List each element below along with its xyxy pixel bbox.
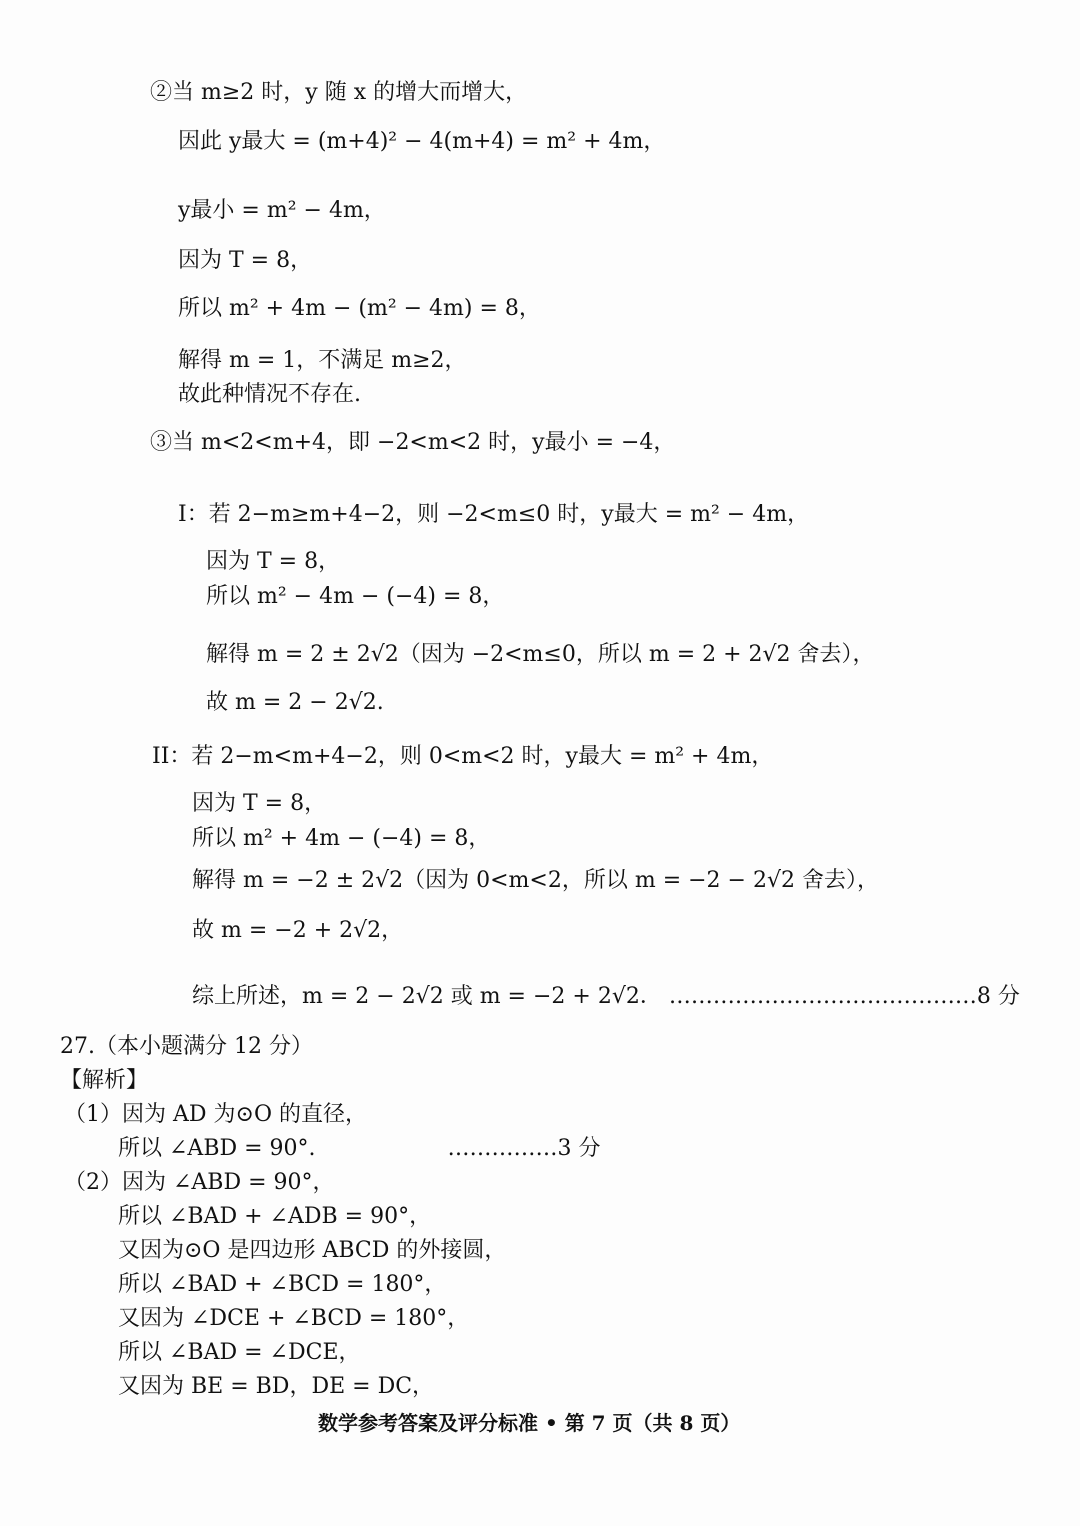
solution-line: 所以 ∠BAD + ∠BCD = 180°， bbox=[118, 1272, 447, 1297]
solution-line: 解得 m = −2 ± 2√2（因为 0<m<2，所以 m = −2 − 2√2 舍去）， bbox=[192, 868, 879, 893]
solution-line: ③当 m<2<m+4，即 −2<m<2 时，y最小 = −4， bbox=[150, 430, 676, 455]
solution-line: 所以 ∠BAD = ∠DCE， bbox=[118, 1340, 361, 1365]
solution-line: 因为 T = 8， bbox=[178, 248, 313, 273]
solution-line: 所以 ∠BAD + ∠ADB = 90°， bbox=[118, 1204, 432, 1229]
solution-line: II：若 2−m<m+4−2，则 0<m<2 时，y最大 = m² + 4m， bbox=[152, 744, 774, 769]
solution-line: 因此 y最大 = (m+4)² − 4(m+4) = m² + 4m， bbox=[178, 129, 666, 154]
solution-line: 所以 m² + 4m − (−4) = 8， bbox=[192, 826, 491, 851]
solution-line: 故 m = 2 − 2√2. bbox=[206, 690, 384, 715]
solution-line: 解得 m = 1，不满足 m≥2， bbox=[178, 348, 467, 373]
solution-line: 又因为 ∠DCE + ∠BCD = 180°， bbox=[118, 1306, 470, 1331]
solution-line: ②当 m≥2 时，y 随 x 的增大而增大， bbox=[150, 80, 528, 105]
solution-line: I：若 2−m≥m+4−2，则 −2<m≤0 时，y最大 = m² − 4m， bbox=[178, 502, 810, 527]
solution-line: （1）因为 AD 为⊙O 的直径， bbox=[64, 1102, 367, 1127]
solution-line: 27.（本小题满分 12 分） bbox=[60, 1034, 313, 1059]
solution-line: 故此种情况不存在. bbox=[178, 382, 361, 407]
solution-line: （2）因为 ∠ABD = 90°， bbox=[64, 1170, 335, 1195]
solution-line: 因为 T = 8， bbox=[206, 549, 341, 574]
solution-line: 所以 m² − 4m − (−4) = 8， bbox=[206, 584, 505, 609]
solution-line: 又因为⊙O 是四边形 ABCD 的外接圆， bbox=[118, 1238, 507, 1263]
solution-line: 又因为 BE = BD，DE = DC， bbox=[118, 1374, 435, 1399]
solution-line: 【解析】 bbox=[60, 1068, 149, 1093]
solution-line: 所以 m² + 4m − (m² − 4m) = 8， bbox=[178, 296, 541, 321]
solution-line: 因为 T = 8， bbox=[192, 791, 327, 816]
solution-line: 故 m = −2 + 2√2， bbox=[192, 918, 404, 943]
solution-line: 解得 m = 2 ± 2√2（因为 −2<m≤0，所以 m = 2 + 2√2 舍去）， bbox=[206, 642, 875, 667]
page-footer: 数学参考答案及评分标准 • 第 7 页（共 8 页） bbox=[318, 1411, 741, 1435]
solution-line: 综上所述，m = 2 − 2√2 或 m = −2 + 2√2． ……………………………………8 分 bbox=[192, 984, 1020, 1009]
solution-line: 所以 ∠ABD = 90°. ……………3 分 bbox=[118, 1136, 601, 1161]
solution-line: y最小 = m² − 4m， bbox=[178, 198, 386, 223]
